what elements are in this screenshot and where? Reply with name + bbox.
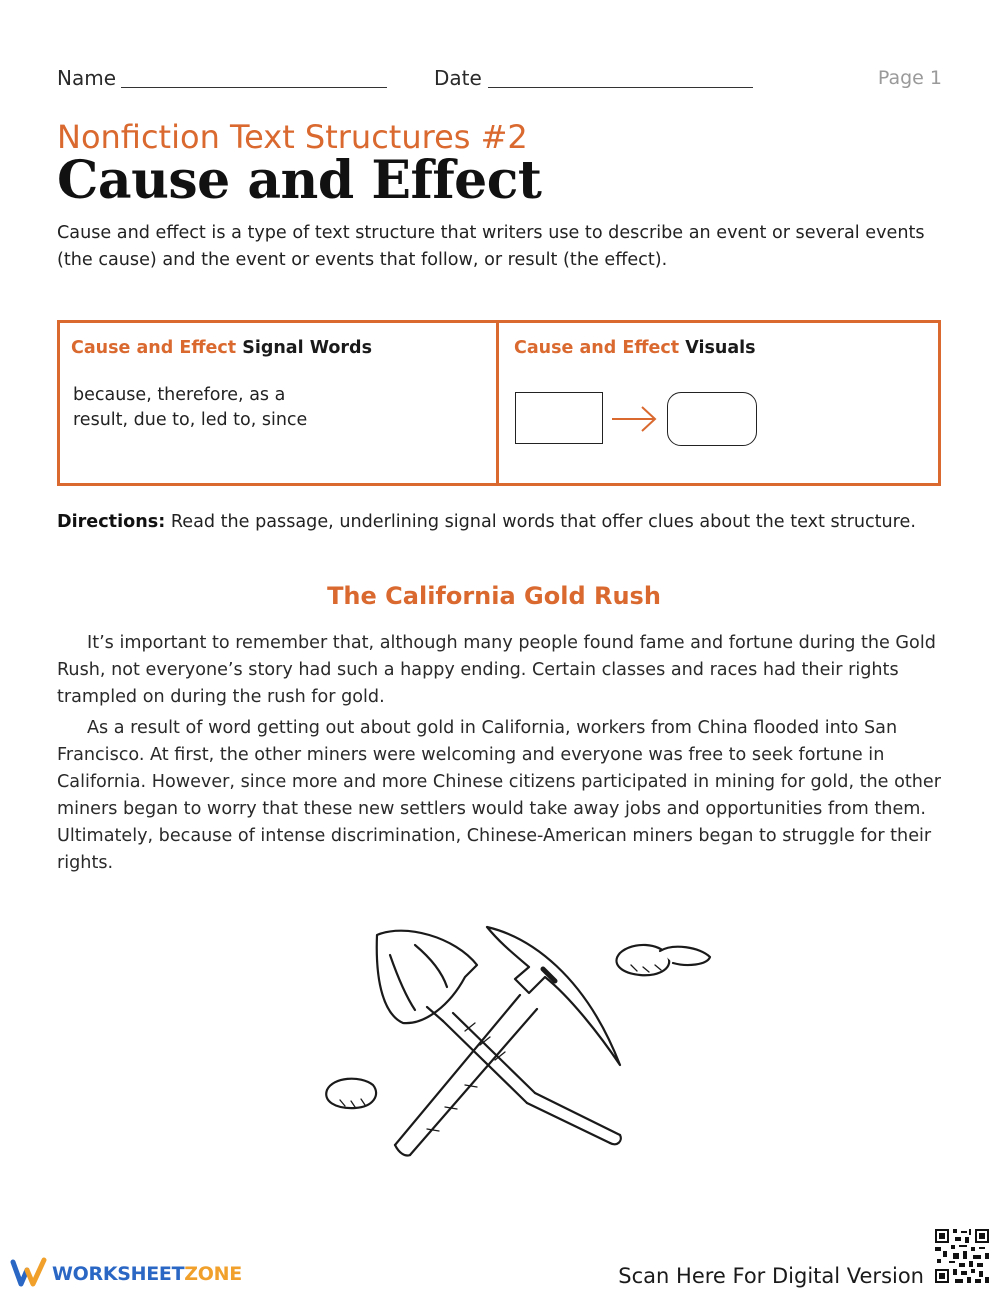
date-blank-line[interactable] [488, 87, 753, 88]
visuals-heading-rest: Visuals [685, 338, 756, 358]
directions-text: Read the passage, underlining signal words that offer clues about the text structure. [170, 512, 916, 532]
passage-body [57, 630, 943, 881]
cause-box-visual [515, 392, 603, 444]
page-title: Cause and Effect [57, 150, 542, 211]
directions-label: Directions: [57, 512, 166, 532]
date-label: Date [434, 66, 482, 90]
directions [57, 512, 943, 532]
visuals-heading-accent: Cause and Effect [514, 338, 680, 358]
brand-part-2: ZONE [184, 1263, 242, 1285]
passage-paragraph: As a result of word getting out about gold in California, workers from China flooded into San Francisco. At first, the other miners were welcoming and everyone was free to seek fortune in California. However, since more and more Chinese citizens participated in mining for gold, the other miners began to worry that these new settlers would take away jobs and opportunities from them. Ultimately, because of intense discrimination, Chinese-American miners began to struggle for their rights. [57, 718, 941, 873]
page-number: Page 1 [877, 67, 942, 89]
signal-words-heading [71, 338, 372, 358]
gold-nugget-icon [326, 1079, 376, 1108]
scan-instruction: Scan Here For Digital Version [618, 1264, 924, 1288]
effect-box-visual [667, 392, 757, 446]
arrow-right-icon [610, 404, 660, 434]
signal-words-list: because, therefore, as a result, due to, led to, since [73, 385, 308, 430]
passage-title: The California Gold Rush [327, 582, 661, 610]
series-title: Nonfiction Text Structures #2 [57, 118, 528, 156]
passage-paragraph: It’s important to remember that, although many people found fame and fortune during the Gold Rush, not everyone’s story had such a happy ending. Certain classes and races had their rights trampled on during the rush for gold. [57, 633, 936, 707]
shovel-and-pickaxe-illustration [315, 915, 715, 1160]
signal-words-heading-accent: Cause and Effect [71, 338, 237, 358]
brand-logo-text[interactable] [52, 1263, 242, 1285]
gold-nugget-icon [617, 945, 710, 975]
name-label: Name [57, 66, 117, 90]
intro-paragraph: Cause and effect is a type of text structure that writers use to describe an event or several events (the cause) and the event or events that follow, or result (the effect). [57, 223, 925, 270]
name-blank-line[interactable] [121, 87, 387, 88]
signal-words-heading-rest: Signal Words [242, 338, 372, 358]
info-box-divider [496, 320, 499, 486]
qr-code-icon[interactable] [933, 1227, 991, 1285]
visuals-heading [514, 338, 756, 358]
brand-part-1: WORKSHEET [52, 1263, 185, 1285]
worksheetzone-logo-icon [10, 1256, 50, 1288]
